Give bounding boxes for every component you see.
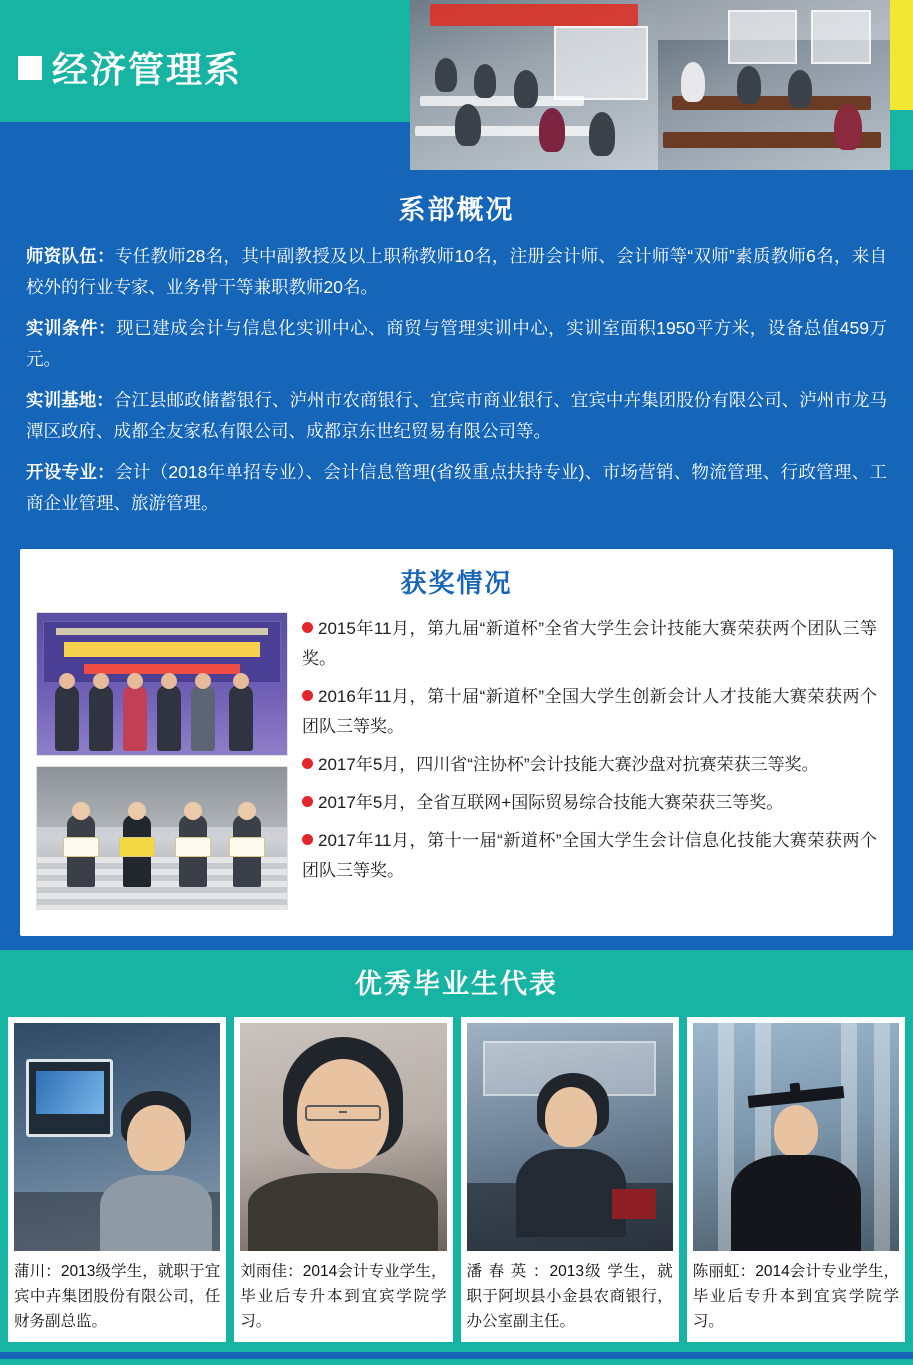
awards-content	[36, 612, 877, 920]
award-item	[302, 826, 877, 886]
awards-photo-column	[36, 612, 288, 920]
award-ceremony-photo	[36, 766, 288, 910]
gown-shape	[731, 1155, 861, 1251]
header-photo-2	[658, 0, 890, 170]
overview-paragraph	[26, 241, 887, 303]
header-photo-strip	[410, 0, 890, 170]
graduates-section	[0, 950, 913, 1011]
graduate-card	[8, 1017, 226, 1342]
bullet-icon	[302, 758, 313, 769]
person-shape	[788, 70, 812, 108]
paragraph-body: 专任教师28名，其中副教授及以上职称教师10名，注册会计师、会计师等“双师”素质教师6名，来自校外的行业专家、业务骨干等兼职教师20名。	[26, 246, 887, 297]
bottom-edge	[0, 1359, 913, 1365]
certificate-shape	[229, 837, 265, 857]
bullet-icon	[302, 622, 313, 633]
award-text: 2015年11月，第九届“新道杯”全省大学生会计技能大赛荣获两个团队三等奖。	[302, 619, 877, 668]
face-shape	[127, 1105, 185, 1171]
body-shape	[100, 1175, 212, 1251]
banner-line	[64, 642, 260, 657]
stamp-box-shape	[612, 1189, 656, 1219]
graduate-caption: 蒲川：2013级学生，就职于宜宾中卉集团股份有限公司，任财务副总监。	[14, 1263, 221, 1330]
paragraph-lead: 实训条件：	[26, 318, 117, 338]
desk-shape	[415, 126, 594, 136]
person-shape	[737, 66, 761, 104]
paragraph-lead: 实训基地：	[26, 390, 114, 410]
paragraph-body: 合江县邮政储蓄银行、泸州市农商银行、宜宾市商业银行、宜宾中卉集团股份有限公司、泸州市龙马潭区政府、成都全友家私有限公司、成都京东世纪贸易有限公司等。	[26, 390, 888, 441]
person-shape	[123, 685, 147, 751]
banner-line	[56, 628, 268, 635]
pillar-shape	[874, 1023, 890, 1251]
person-shape	[474, 64, 496, 98]
header-color-bars	[890, 0, 913, 170]
header-green-bar	[890, 110, 913, 170]
overview-paragraph	[26, 313, 887, 375]
person-shape	[179, 815, 207, 887]
face-shape	[774, 1105, 818, 1157]
person-shape	[157, 685, 181, 751]
graduate-photo-puchuan	[14, 1023, 220, 1251]
photo-banner	[430, 4, 638, 26]
person-shape	[55, 685, 79, 751]
graduate-photo-chenlihong	[693, 1023, 899, 1251]
award-text: 2016年11月，第十届“新道杯”全国大学生创新会计人才技能大赛荣获两个团队三等奖。	[302, 687, 877, 736]
overview-title: 系部概况	[398, 195, 515, 225]
overview-paragraphs	[0, 241, 913, 545]
person-shape	[67, 815, 95, 887]
graduate-card	[461, 1017, 679, 1342]
paragraph-body: 现已建成会计与信息化实训中心、商贸与管理实训中心，实训室面积1950平方米，设备总值459万元。	[26, 318, 887, 369]
overview-paragraph	[26, 385, 887, 447]
person-shape	[191, 685, 215, 751]
person-shape	[89, 685, 113, 751]
header-photo-1	[410, 0, 658, 170]
person-shape	[435, 58, 457, 92]
graduate-caption: 刘雨佳：2014会计专业学生，毕业后专升本到宜宾学院学习。	[240, 1263, 447, 1330]
person-shape	[589, 112, 615, 156]
graduates-grid	[0, 1011, 913, 1352]
bullet-icon	[302, 690, 313, 701]
title-square-icon	[18, 56, 42, 80]
award-item	[302, 682, 877, 742]
body-shape	[516, 1149, 626, 1237]
person-shape	[539, 108, 565, 152]
person-shape	[514, 70, 538, 108]
graduate-photo-liuyujia	[240, 1023, 446, 1251]
page-title: 经济管理系	[52, 49, 243, 90]
award-item	[302, 788, 877, 818]
graduate-caption: 潘 春 英 ：2013级 学生，就职于阿坝县小金县农商银行，办公室副主任。	[466, 1263, 673, 1330]
bullet-icon	[302, 796, 313, 807]
fur-collar-shape	[248, 1173, 438, 1251]
awards-section	[20, 549, 893, 936]
paragraph-lead: 开设专业：	[26, 462, 115, 482]
person-shape	[229, 685, 253, 751]
graduate-card	[234, 1017, 452, 1342]
person-shape	[455, 104, 481, 146]
overview-section	[0, 170, 913, 1352]
certificate-shape	[175, 837, 211, 857]
paragraph-body: 会计（2018年单招专业）、会计信息管理(省级重点扶持专业)、市场营销、物流管理、行政管理、工商企业管理、旅游管理。	[26, 462, 887, 513]
award-item	[302, 614, 877, 674]
graduate-card	[687, 1017, 905, 1342]
awards-title: 获奖情况	[400, 568, 513, 598]
award-text: 2017年5月，全省互联网+国际贸易综合技能大赛荣获三等奖。	[318, 793, 784, 812]
award-text: 2017年11月，第十一届“新道杯”全国大学生会计信息化技能大赛荣获两个团队三等奖。	[302, 831, 877, 880]
graduate-photo-panchunying	[467, 1023, 673, 1251]
page-header	[0, 0, 913, 170]
graduates-title: 优秀毕业生代表	[355, 969, 558, 999]
glasses-shape	[305, 1105, 381, 1121]
certificate-shape	[63, 837, 99, 857]
window-shape	[554, 26, 648, 100]
person-shape	[233, 815, 261, 887]
award-text: 2017年5月，四川省“注协杯”会计技能大赛沙盘对抗赛荣获三等奖。	[318, 755, 819, 774]
bullet-icon	[302, 834, 313, 845]
overview-paragraph	[26, 457, 887, 519]
certificate-shape	[119, 837, 155, 857]
person-shape	[834, 104, 862, 150]
title-row	[18, 42, 242, 93]
header-title-block	[0, 0, 410, 170]
paragraph-lead: 师资队伍：	[26, 246, 115, 266]
person-shape	[681, 62, 705, 102]
monitor-shape	[26, 1059, 113, 1137]
window-shape	[728, 10, 798, 64]
banner-line	[84, 664, 240, 674]
competition-group-photo	[36, 612, 288, 756]
face-shape	[545, 1087, 597, 1147]
header-blue-strip	[0, 122, 410, 170]
desk-shape	[420, 96, 584, 106]
header-yellow-bar	[890, 0, 913, 110]
awards-list	[302, 612, 877, 894]
award-item	[302, 750, 877, 780]
window-shape	[811, 10, 871, 64]
graduate-caption: 陈丽虹：2014会计专业学生，毕业后专升本到宜宾学院学习。	[692, 1263, 899, 1330]
person-shape	[123, 815, 151, 887]
